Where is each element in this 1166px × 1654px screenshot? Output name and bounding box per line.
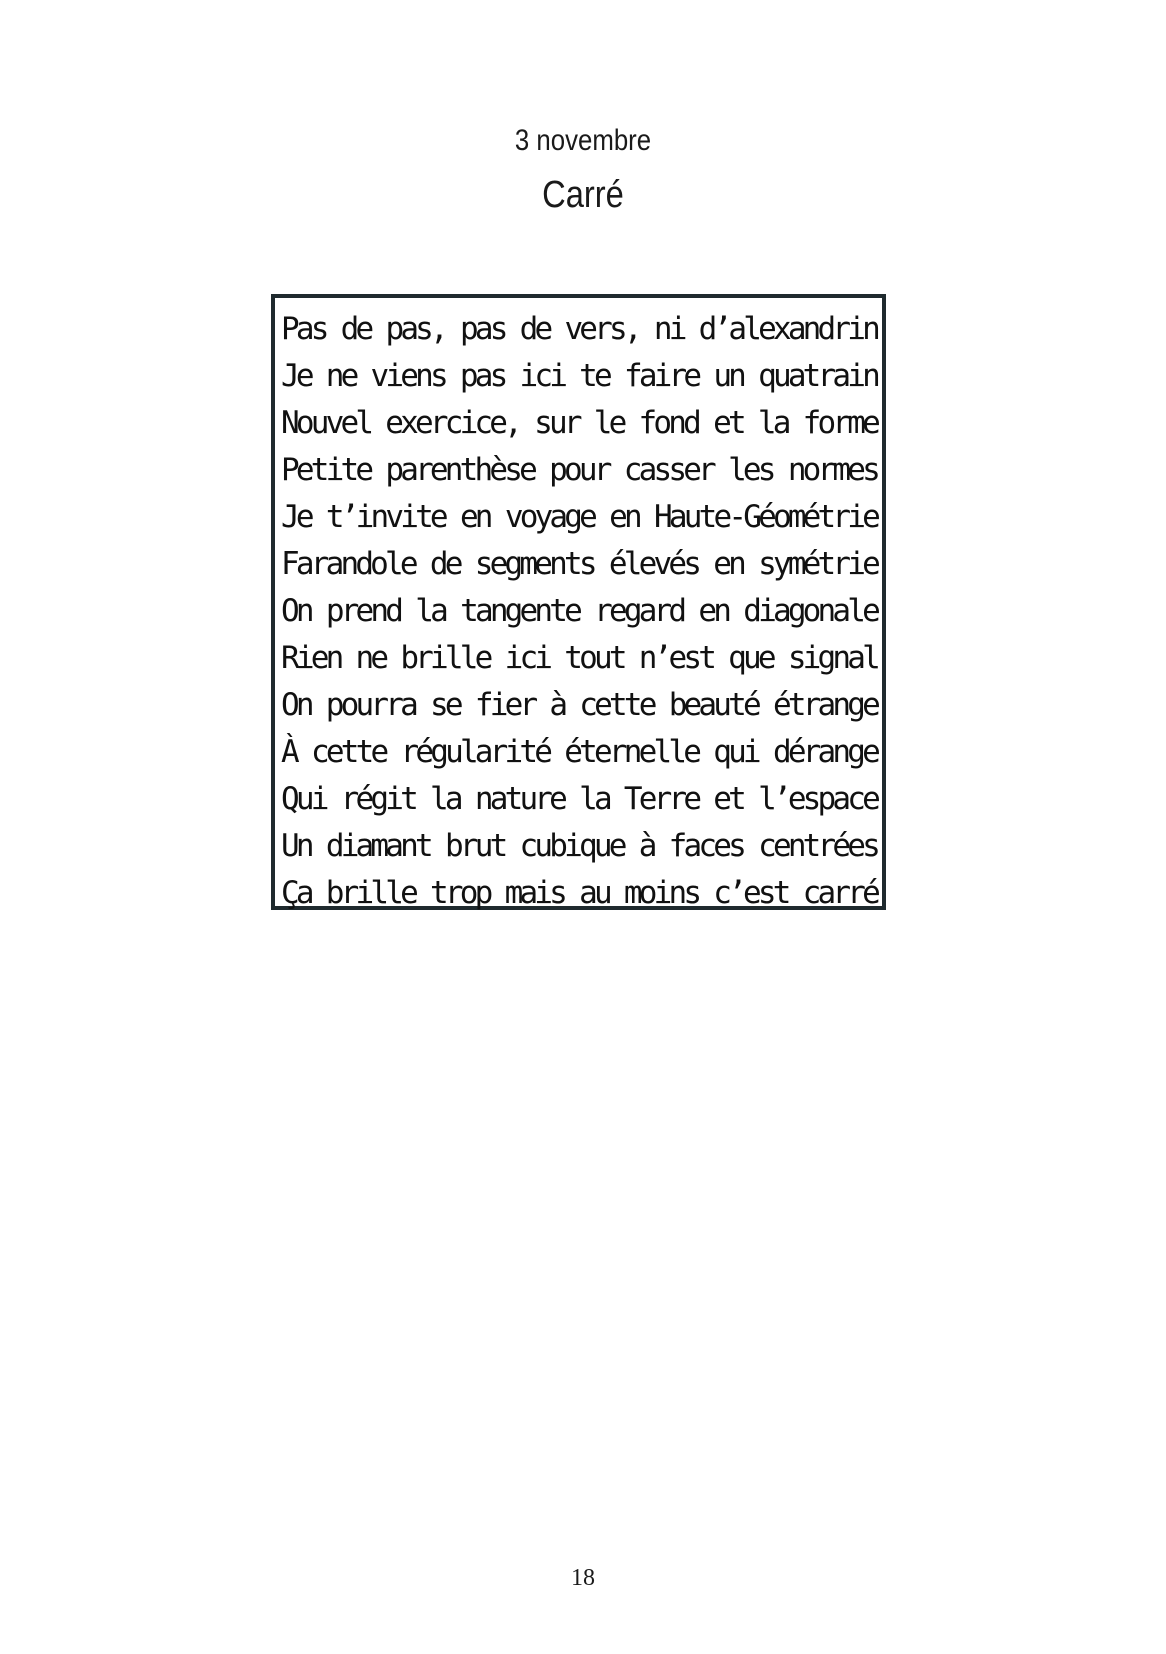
- poem-title: Carré: [542, 174, 624, 216]
- poem-line: Un diamant brut cubique à faces centrées: [281, 828, 877, 864]
- poem-line: Rien ne brille ici tout n’est que signal: [281, 640, 877, 676]
- poem-line: À cette régularité éternelle qui dérange: [281, 734, 877, 770]
- poem-line: Farandole de segments élevés en symétrie: [281, 546, 877, 582]
- poem-line: Pas de pas, pas de vers, ni d’alexandrin: [281, 311, 877, 347]
- poem-date: 3 novembre: [514, 124, 652, 157]
- poem-line: Je t’invite en voyage en Haute-Géométrie: [281, 499, 877, 535]
- poem-line: Ça brille trop mais au moins c’est carré: [281, 875, 877, 911]
- poem-line: Nouvel exercice, sur le fond et la forme: [281, 405, 877, 441]
- page-number: 18: [571, 1565, 595, 1591]
- poem-line: Petite parenthèse pour casser les normes: [281, 452, 877, 488]
- poem-line: Je ne viens pas ici te faire un quatrain: [281, 358, 877, 394]
- poem-line: On pourra se fier à cette beauté étrange: [281, 687, 877, 723]
- poem-line: Qui régit la nature la Terre et l’espace: [281, 781, 877, 817]
- poem-line: On prend la tangente regard en diagonale: [281, 593, 877, 629]
- poem-frame: [271, 294, 886, 910]
